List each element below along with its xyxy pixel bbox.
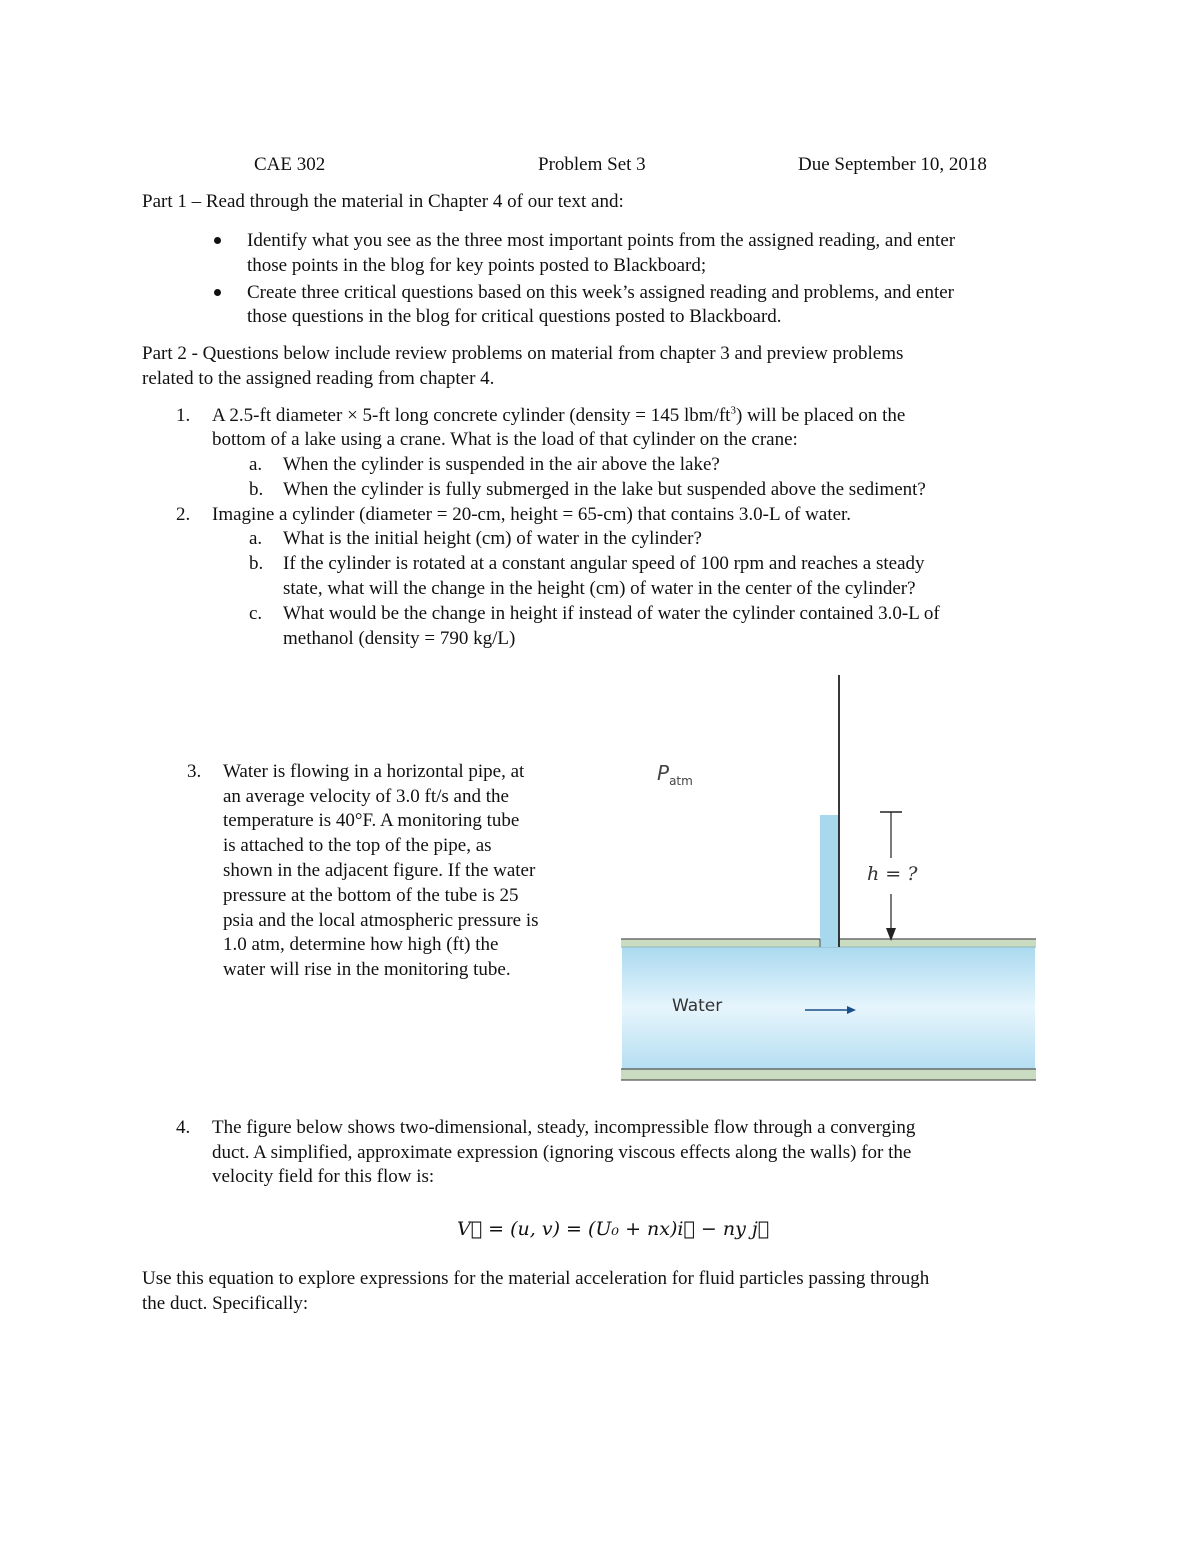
part2-intro-line2: related to the assigned reading from chapter 4. bbox=[142, 368, 495, 389]
q2-sub-a: What is the initial height (cm) of water in the cylinder? bbox=[283, 528, 702, 549]
question-number: 1. bbox=[176, 405, 191, 426]
part1-bullet-1-line2: those points in the blog for key points posted to Blackboard; bbox=[247, 255, 707, 276]
q1-sub-b: When the cylinder is fully submerged in the lake but suspended above the sediment? bbox=[283, 479, 926, 500]
due-date: Due September 10, 2018 bbox=[798, 154, 987, 175]
q2-line1: Imagine a cylinder (diameter = 20-cm, height = 65-cm) that contains 3.0-L of water. bbox=[212, 504, 852, 525]
q3-line: shown in the adjacent figure. If the water bbox=[223, 860, 536, 881]
part1-bullet-1-line1: Identify what you see as the three most important points from the assigned reading, and enter bbox=[247, 230, 956, 251]
q1-sub-a: When the cylinder is suspended in the air above the lake? bbox=[283, 454, 720, 475]
closing-line2: the duct. Specifically: bbox=[142, 1293, 309, 1314]
patm-label: $P_{atm}$ bbox=[657, 761, 693, 788]
q2-sub-b-line1: If the cylinder is rotated at a constant angular speed of 100 rpm and reaches a steady bbox=[283, 553, 925, 574]
q1-line2: bottom of a lake using a crane. What is the load of that cylinder on the crane: bbox=[212, 429, 798, 450]
question-number: 2. bbox=[176, 504, 191, 525]
bullet-icon bbox=[214, 237, 221, 244]
velocity-equation: V⃗ = (u, v) = (U₀ + nx)i⃗ − ny j⃗ bbox=[457, 1218, 770, 1240]
q3-line: is attached to the top of the pipe, as bbox=[223, 835, 492, 856]
q2-sub-c-line1: What would be the change in height if instead of water the cylinder contained 3.0-L of bbox=[283, 603, 940, 624]
part1-intro: Part 1 – Read through the material in Chapter 4 of our text and: bbox=[142, 191, 624, 212]
sub-label: a. bbox=[249, 454, 263, 475]
closing-line1: Use this equation to explore expressions for the material acceleration for fluid particles passing through bbox=[142, 1268, 930, 1289]
q3-line: temperature is 40°F. A monitoring tube bbox=[223, 810, 520, 831]
water-label: Water bbox=[672, 996, 723, 1016]
sub-label: a. bbox=[249, 528, 263, 549]
tube-water-column bbox=[820, 815, 839, 947]
q3-line: water will rise in the monitoring tube. bbox=[223, 959, 511, 980]
q4-line3: velocity field for this flow is: bbox=[212, 1166, 435, 1187]
sub-label: b. bbox=[249, 479, 264, 500]
q1-line1: A 2.5-ft diameter × 5-ft long concrete cylinder (density = 145 lbm/$ft^3$) will be placed on the bbox=[212, 404, 906, 426]
q3-line: an average velocity of 3.0 ft/s and the bbox=[223, 786, 509, 807]
question-number: 4. bbox=[176, 1117, 191, 1138]
part1-bullet-2-line2: those questions in the blog for critical questions posted to Blackboard. bbox=[247, 306, 782, 327]
q4-line1: The figure below shows two-dimensional, steady, incompressible flow through a converging bbox=[212, 1117, 916, 1138]
q2-sub-c-line2: methanol (density = 790 kg/L) bbox=[283, 628, 516, 649]
bullet-icon bbox=[214, 289, 221, 296]
course-code: CAE 302 bbox=[254, 154, 326, 175]
part1-bullet-2-line1: Create three critical questions based on this week’s assigned reading and problems, and enter bbox=[247, 282, 954, 303]
q4-line2: duct. A simplified, approximate expression (ignoring viscous effects along the walls) for the bbox=[212, 1142, 912, 1163]
pipe-bottom-wall bbox=[621, 1069, 1036, 1080]
h-label: h = ? bbox=[867, 863, 918, 885]
q3-line: 1.0 atm, determine how high (ft) the bbox=[223, 934, 499, 955]
problem-set-title: Problem Set 3 bbox=[538, 154, 646, 175]
question-number: 3. bbox=[187, 761, 202, 782]
q3-line: Water is flowing in a horizontal pipe, at bbox=[223, 761, 525, 782]
sub-label: c. bbox=[249, 603, 263, 624]
part2-intro-line1: Part 2 - Questions below include review problems on material from chapter 3 and preview problems bbox=[142, 343, 904, 364]
q3-line: psia and the local atmospheric pressure is bbox=[223, 910, 539, 931]
pipe-figure bbox=[615, 670, 1040, 1091]
q3-line: pressure at the bottom of the tube is 25 bbox=[223, 885, 519, 906]
sub-label: b. bbox=[249, 553, 264, 574]
q2-sub-b-line2: state, what will the change in the height (cm) of water in the center of the cylinder? bbox=[283, 578, 916, 599]
